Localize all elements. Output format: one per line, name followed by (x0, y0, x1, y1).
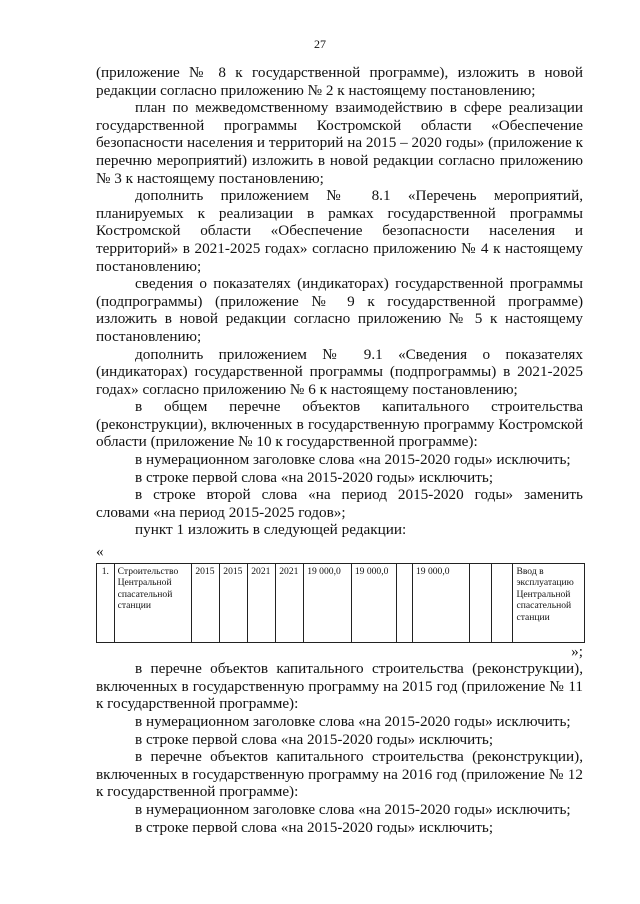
table-row (97, 563, 585, 642)
table-cell-empty-3 (491, 563, 513, 642)
capital-construction-table (96, 563, 585, 643)
table-cell-result: Ввод в эксплуатацию Центральной спасательной станции (513, 563, 585, 642)
paragraph-11: в перечне объектов капитального строительства (реконструкции), включенных в государственную программу на 2015 год (приложение № 11 к государственной программе): (96, 660, 583, 713)
paragraph-6: в общем перечне объектов капитального строительства (реконструкции), включенных в государственную программу Костромской области (приложение № 10 к государственной программе): (96, 398, 583, 451)
paragraph-16: в строке первой слова «на 2015-2020 годы» исключить; (135, 818, 494, 836)
document-body (96, 64, 583, 836)
quote-close: »; (571, 642, 583, 660)
table-cell-empty-2 (469, 563, 491, 642)
table-cell-year-2: 2015 (220, 563, 248, 642)
paragraph-2: план по межведомственному взаимодействию в сфере реализации государственной программы Костромской области «Обеспечение безопасности населения и территорий на 2015 – 2020 годы» (приложение к перечню мероприятий) изложить в новой редакции согласно приложению № 3 к настоящему постановлению; (96, 99, 583, 187)
paragraph-13: в строке первой слова «на 2015-2020 годы» исключить; (135, 730, 494, 748)
paragraph-9: в строке второй слова «на период 2015-2020 годы» заменить словами «на период 2015-2025 годов»; (96, 486, 583, 521)
page-number: 27 (314, 37, 326, 51)
paragraph-12: в нумерационном заголовке слова «на 2015-2020 годы» исключить; (135, 713, 571, 730)
table-cell-year-4: 2021 (276, 563, 304, 642)
table-cell-empty-1 (397, 563, 413, 642)
quote-open: « (96, 543, 104, 561)
paragraph-14: в перечне объектов капитального строительства (реконструкции), включенных в государственную программу на 2016 год (приложение № 12 к государственной программе): (96, 748, 583, 801)
table-cell-amount-3: 19 000,0 (412, 563, 469, 642)
table-cell-object: Строительство Центральной спасательной станции (114, 563, 192, 642)
paragraph-5: дополнить приложением № 9.1 «Сведения о показателях (индикаторах) государственной программы (подпрограммы) в 2021-2025 годах» согласно приложению № 6 к настоящему постановлению; (96, 345, 583, 398)
table-cell-year-1: 2015 (192, 563, 220, 642)
table-cell-year-3: 2021 (248, 563, 276, 642)
paragraph-4: сведения о показателях (индикаторах) государственной программы (подпрограммы) (приложение № 9 к государственной программе) изложить в новой редакции согласно приложению № 5 к настоящему постановлению; (96, 275, 583, 345)
paragraph-1: (приложение № 8 к государственной программе), изложить в новой редакции согласно приложению № 2 к настоящему постановлению; (96, 64, 583, 99)
paragraph-8: в строке первой слова «на 2015-2020 годы» исключить; (135, 468, 494, 486)
table-cell-number: 1. (97, 563, 115, 642)
paragraph-3: дополнить приложением № 8.1 «Перечень мероприятий, планируемых к реализации в рамках государственной программы Костромской области «Обеспечение безопасности населения и территорий» в 2021-2025 годах» согласно приложению № 4 к настоящему постановлению; (96, 187, 583, 275)
table-cell-amount-2: 19 000,0 (351, 563, 397, 642)
paragraph-10: пункт 1 изложить в следующей редакции: (135, 521, 407, 539)
paragraph-7: в нумерационном заголовке слова «на 2015-2020 годы» исключить; (135, 451, 571, 469)
paragraph-15: в нумерационном заголовке слова «на 2015-2020 годы» исключить; (135, 800, 571, 818)
table-cell-amount-1: 19 000,0 (304, 563, 352, 642)
